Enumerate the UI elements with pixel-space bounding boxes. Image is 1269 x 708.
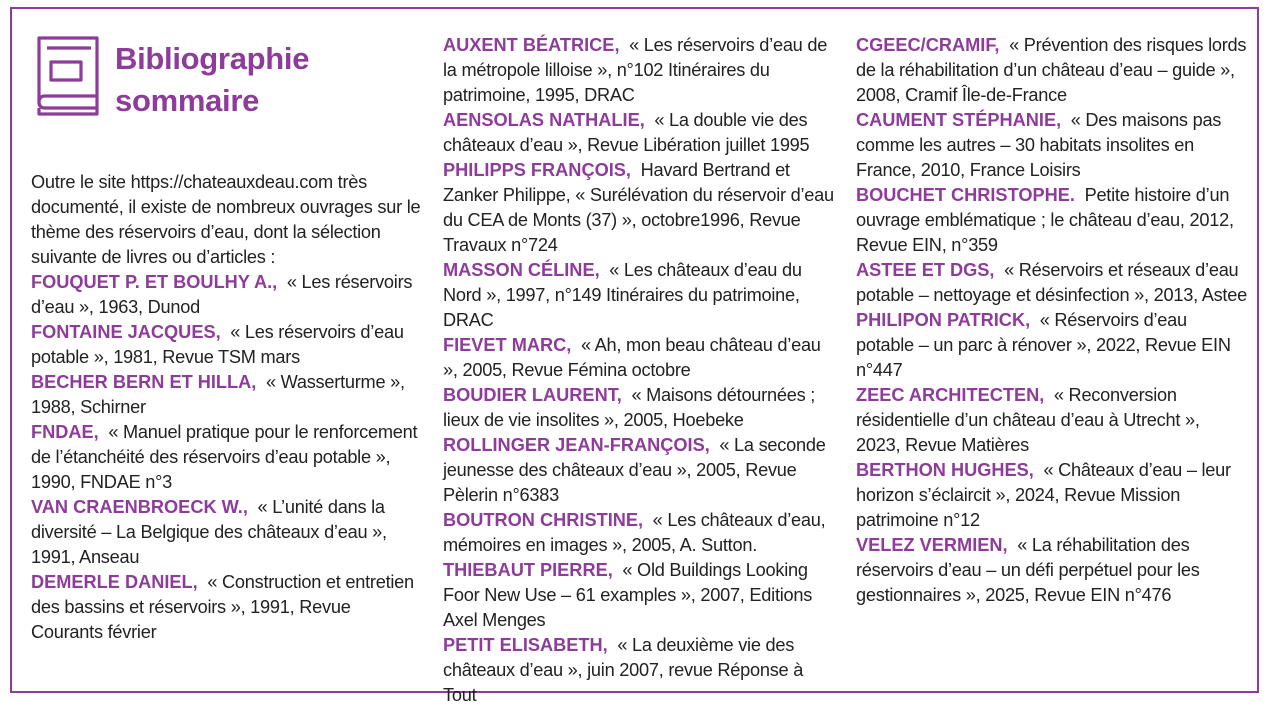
entry-text: « Construction et entretien des bassins et réservoirs », 1991, Revue Courants février [31,572,414,642]
bibliography-entry [443,558,839,633]
bibliography-entry [31,270,423,320]
bibliography-entry [443,633,839,708]
book-icon [31,34,103,118]
entry-text: « La deuxième vie des châteaux d’eau », juin 2007, revue Réponse à Tout [443,635,804,705]
bibliography-entry [443,158,839,258]
page-title [115,38,309,122]
entry-text: Petite histoire d’un ouvrage emblématique ; le château d’eau, 2012, Revue EIN, n°359 [856,185,1234,255]
entry-author: BECHER BERN ET HILLA, [31,372,257,392]
entry-author: CGEEC/CRAMIF, [856,35,1000,55]
entry-author: CAUMENT STÉPHANIE, [856,110,1062,130]
entry-author: BOUTRON CHRISTINE, [443,510,644,530]
entry-text: « Châteaux d’eau – leur horizon s’éclaircit », 2024, Revue Mission patrimoine n°12 [856,460,1231,530]
entry-author: AUXENT BÉATRICE, [443,35,620,55]
entry-author: ZEEC ARCHITECTEN, [856,385,1045,405]
entry-author: PHILIPON PATRICK, [856,310,1031,330]
bibliography-entry [443,383,839,433]
bibliography-list [443,33,839,708]
entry-author: PHILIPPS FRANÇOIS, [443,160,631,180]
entry-text: « Wasserturme », 1988, Schirner [31,372,405,417]
entry-author: MASSON CÉLINE, [443,260,600,280]
title-line-2: sommaire [115,83,260,118]
entry-text: « L’unité dans la diversité – La Belgique des châteaux d’eau », 1991, Anseau [31,497,387,567]
bibliography-entry [31,570,423,645]
bibliography-entry [443,333,839,383]
bibliography-entry [856,383,1248,458]
column-3 [856,33,1248,608]
entry-text: « La seconde jeunesse des châteaux d’eau », 2005, Revue Pèlerin n°6383 [443,435,826,505]
entry-author: ROLLINGER JEAN-FRANÇOIS, [443,435,710,455]
entry-author: VAN CRAENBROECK W., [31,497,248,517]
entry-author: ASTEE ET DGS, [856,260,995,280]
intro-paragraph: Outre le site https://chateauxdeau.com très documenté, il existe de nombreux ouvrages sur le thème des réservoirs d’eau, dont la sélection suivante de livres ou d’articles : [31,172,421,267]
entry-text: Havard Bertrand et Zanker Philippe, « Surélévation du réservoir d’eau du CEA de Monts (37) », octobre1996, Revue Travaux n°724 [443,160,834,255]
bibliography-entry [31,320,423,370]
entry-text: « Les réservoirs d’eau potable », 1981, Revue TSM mars [31,322,404,367]
entry-author: VELEZ VERMIEN, [856,535,1008,555]
entry-author: DEMERLE DANIEL, [31,572,198,592]
entry-author: FIEVET MARC, [443,335,572,355]
column-1 [31,30,423,645]
bibliography-entry [443,258,839,333]
entry-author: FNDAE, [31,422,99,442]
entry-text: « La réhabilitation des réservoirs d’eau – un défi perpétuel pour les gestionnaires », 2025, Revue EIN n°476 [856,535,1200,605]
bibliography-entry [856,33,1248,108]
entry-text: « La double vie des châteaux d’eau », Revue Libération juillet 1995 [443,110,810,155]
bibliography-entry [31,495,423,570]
entry-text: « Manuel pratique pour le renforcement de l’étanchéité des réservoirs d’eau potable », 1990, FNDAE n°3 [31,422,418,492]
entry-author: FONTAINE JACQUES, [31,322,221,342]
entry-text: « Réservoirs d’eau potable – un parc à rénover », 2022, Revue EIN n°447 [856,310,1231,380]
entry-author: FOUQUET P. ET BOULHY A., [31,272,278,292]
entry-author: BERTHON HUGHES, [856,460,1034,480]
entry-author: BOUCHET CHRISTOPHE. [856,185,1075,205]
title-block [31,30,423,170]
bibliography-entry [31,420,423,495]
entry-text: « Reconversion résidentielle d’un château d’eau à Utrecht », 2023, Revue Matières [856,385,1200,455]
bibliography-entry [856,533,1248,608]
bibliography-list [856,33,1248,608]
bibliography-entry [443,33,839,108]
entry-text: « Les châteaux d’eau du Nord », 1997, n°149 Itinéraires du patrimoine, DRAC [443,260,802,330]
entry-author: THIEBAUT PIERRE, [443,560,613,580]
entry-text: « Des maisons pas comme les autres – 30 habitats insolites en France, 2010, France Loisirs [856,110,1222,180]
entry-text: « Maisons détournées ; lieux de vie insolites », 2005, Hoebeke [443,385,816,430]
entry-text: « Réservoirs et réseaux d’eau potable – nettoyage et désinfection », 2013, Astee [856,260,1247,305]
entry-author: PETIT ELISABETH, [443,635,608,655]
bibliography-entry [31,370,423,420]
entry-text: « Les réservoirs d’eau », 1963, Dunod [31,272,413,317]
bibliography-entry [856,183,1248,258]
bibliography-entry [856,458,1248,533]
title-line-1: Bibliographie [115,41,310,76]
entry-text: « Old Buildings Looking Foor New Use – 61 examples », 2007, Editions Axel Menges [443,560,813,630]
bibliography-list [31,270,423,645]
bibliography-entry [856,108,1248,183]
entry-text: « Les réservoirs d’eau de la métropole lilloise », n°102 Itinéraires du patrimoine, 1995, DRAC [443,35,828,105]
entry-author: BOUDIER LAURENT, [443,385,622,405]
entry-author: AENSOLAS NATHALIE, [443,110,645,130]
entry-text: « Ah, mon beau château d’eau », 2005, Revue Fémina octobre [443,335,821,380]
bibliography-entry [443,108,839,158]
bibliography-entry [443,508,839,558]
bibliography-entry [856,258,1248,308]
entry-text: « Prévention des risques lords de la réhabilitation d’un château d’eau – guide », 2008, Cramif Île-de-France [856,35,1247,105]
bibliography-entry [443,433,839,508]
column-2 [443,33,839,708]
bibliography-entry [856,308,1248,383]
entry-text: « Les châteaux d’eau, mémoires en images », 2005, A. Sutton. [443,510,826,555]
